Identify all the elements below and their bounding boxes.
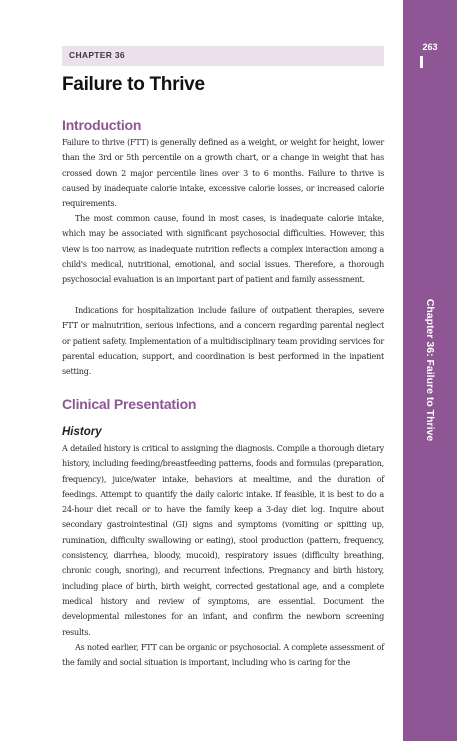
- history-heading: History: [62, 426, 102, 438]
- intro-paragraph-1: Failure to thrive (FTT) is generally defined as a weight, or weight for height, lower than the 3rd or 5th percentile on a growth chart, or a change in weight that has crossed down 2 major percentile lines over 3 to 6 months. Failure to thrive is caused by inadequate calorie intake, excessive calorie losses, or increased calorie requirements.: [62, 137, 384, 209]
- history-paragraph-2: As noted earlier, FTT can be organic or psychosocial. A complete assessment of the family and social situation is important, including who is caring for the: [62, 642, 384, 668]
- chapter-sidebar: [403, 0, 457, 741]
- sidebar-running-title: Chapter 36: Failure to Thrive: [424, 298, 436, 442]
- intro-paragraph-2: The most common cause, found in most cases, is inadequate calorie intake, which may be associated with significant psychosocial difficulties. However, this view is too narrow, as inadequate nutrition reflects a complex interaction among a child's medical, nutritional, emotional, and social issues. Therefore, a thorough psychosocial evaluation is an important part of patient and family assessment.: [62, 213, 384, 285]
- intro-paragraph-3: Indications for hospitalization include failure of outpatient therapies, severe FTT or malnutrition, serious infections, and a concern regarding parental neglect or patient safety. Implementation of a multidisciplinary team providing services for parental education, support, and coordination is best performed in the inpatient setting.: [62, 305, 384, 377]
- chapter-label: CHAPTER 36: [69, 50, 125, 60]
- history-paragraph-1: A detailed history is critical to assigning the diagnosis. Compile a thorough dietary history, including feeding/breastfeeding patterns, foods and formulas (preparation, frequency), juice/water intake, behaviors at mealtime, and the duration of feedings. Attempt to quantify the daily caloric intake. If feasible, it is best to do a 24-hour diet recall or to have the family keep a 3-day diet log. Inquire about secondary gastrointestinal (GI) signs and symptoms (vomiting or spitting up, rumination, difficulty swallowing or eating), stool production (pattern, frequency, consistency, diarrhea, bloody, mucoid), respiratory issues (difficulty breathing, chronic cough, snoring), and recurrent infections. Pregnancy and birth history, including place of birth, birth weight, corrected gestational age, and a complete medical history and review of symptoms, are essential. Document the developmental milestones for an infant, and confirm the newborn screening results.: [62, 443, 384, 637]
- clinical-presentation-heading: Clinical Presentation: [62, 396, 197, 412]
- introduction-heading: Introduction: [62, 117, 142, 133]
- chapter-header-bar: [62, 46, 384, 66]
- chapter-title: Failure to Thrive: [62, 74, 205, 95]
- page-number-rule: [420, 56, 423, 68]
- page-number: 263: [422, 42, 438, 52]
